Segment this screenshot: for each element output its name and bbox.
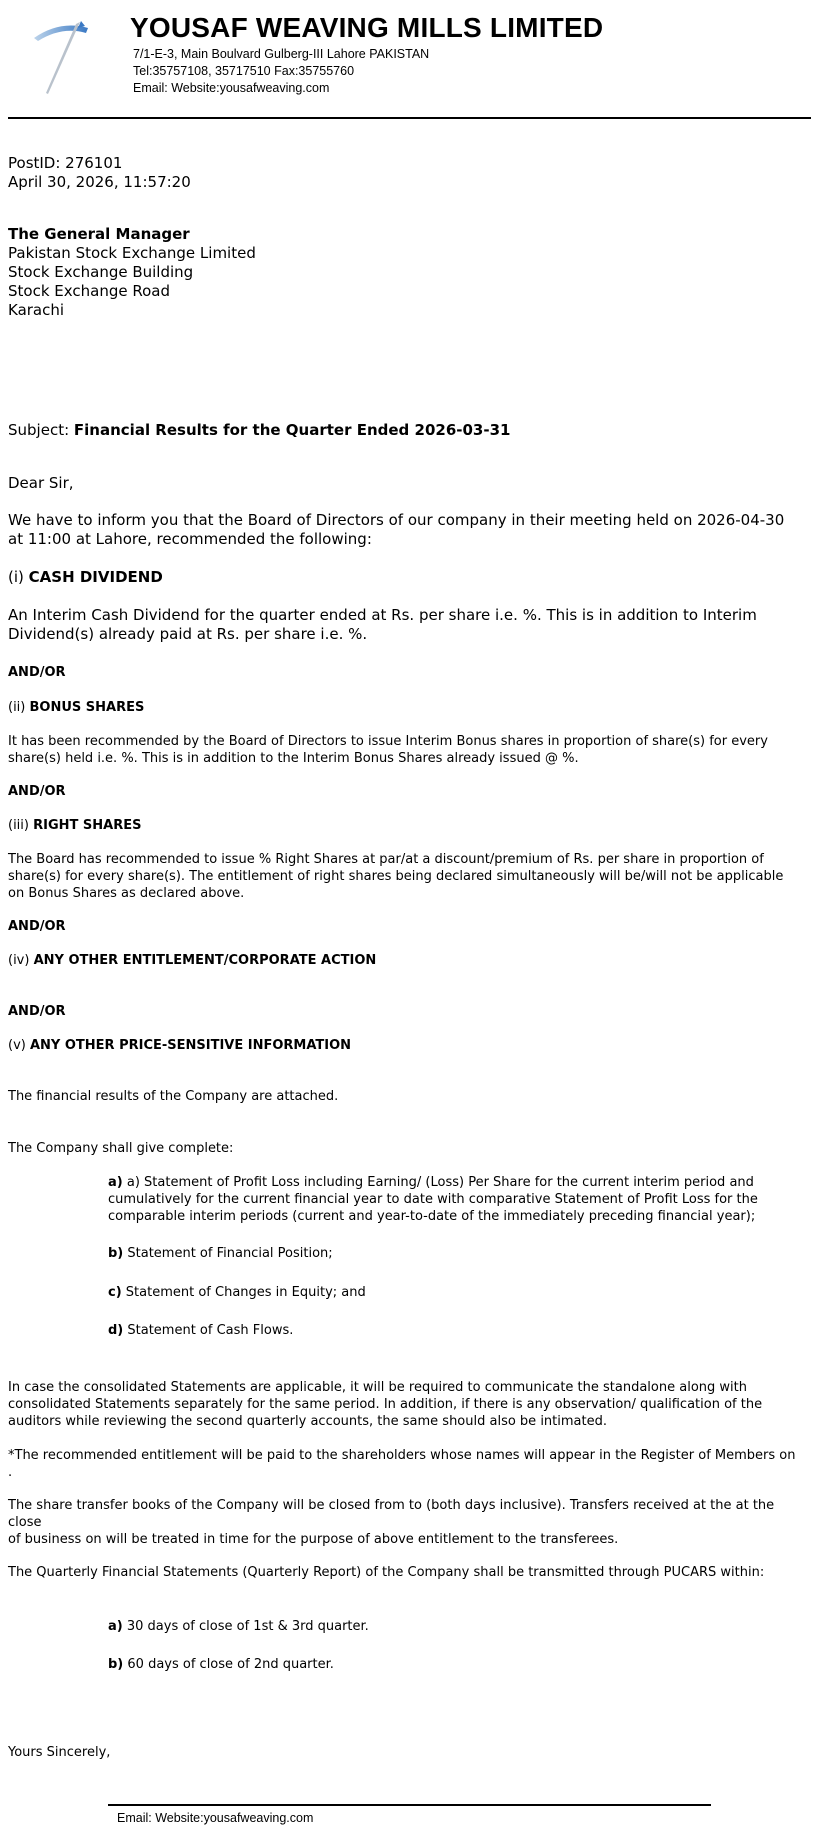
consolidated-paragraph: In case the consolidated Statements are applicable, it will be required to communicate the standalone along with consolidated Statements separately for the same period. In addition, if there is any observation/ qualification of the auditors while reviewing the second quarterly accounts, the same should also be intimated. <box>8 1380 763 1429</box>
intro-paragraph: We have to inform you that the Board of Directors of our company in their meeting held on 2026-04-30 at 11:00 at Lahore, recommended the following: <box>8 511 785 548</box>
quarterly-paragraph: The Quarterly Financial Statements (Quarterly Report) of the Company shall be transmitted through PUCARS within: <box>8 1565 765 1580</box>
and-or-label: AND/OR <box>8 665 66 680</box>
recipient-line: Karachi <box>8 301 65 319</box>
subject-text: Financial Results for the Quarter Ended 2026-03-31 <box>73 421 511 439</box>
and-or-label: AND/OR <box>8 784 66 799</box>
header-divider <box>8 117 811 119</box>
deadline-item: a) 30 days of close of 1st & 3rd quarter. <box>108 1619 369 1634</box>
cash-dividend-heading: (i) CASH DIVIDEND <box>8 568 163 586</box>
price-sensitive-heading: (v) ANY OTHER PRICE-SENSITIVE INFORMATION <box>8 1038 352 1053</box>
recipient-line: Stock Exchange Road <box>8 282 170 300</box>
footer-email: Email: Website:yousafweaving.com <box>117 1811 314 1825</box>
results-attached: The financial results of the Company are attached. <box>8 1089 339 1104</box>
and-or-label: AND/OR <box>8 919 66 934</box>
cash-dividend-text: An Interim Cash Dividend for the quarter ended at Rs. per share i.e. %. This is in addition to Interim Dividend(s) already paid at Rs. per share i.e. %. <box>8 606 757 643</box>
statement-item: a) a) Statement of Profit Loss including Earning/ (Loss) Per Share for the current interim period and cumulatively for the current financial year to date with comparative Statement of Profit Loss for the comparable interim periods (current and year-to-date of the immediately preceding financial year); <box>108 1175 758 1224</box>
deadline-item: b) 60 days of close of 2nd quarter. <box>108 1657 334 1672</box>
subject-label: Subject: <box>8 421 70 439</box>
other-entitlement-heading: (iv) ANY OTHER ENTITLEMENT/CORPORATE ACTION <box>8 953 377 968</box>
post-id: PostID: 276101 <box>8 154 123 172</box>
recipient-line: Stock Exchange Building <box>8 263 194 281</box>
recipient-title: The General Manager <box>8 225 190 243</box>
compass-needle-logo-icon <box>28 18 96 98</box>
subject <box>8 421 510 440</box>
entitlement-note: *The recommended entitlement will be paid to the shareholders whose names will appear in the Register of Members on . <box>8 1448 796 1480</box>
statement-item: d) Statement of Cash Flows. <box>108 1323 294 1338</box>
closing: Yours Sincerely, <box>8 1745 111 1760</box>
right-shares-text: The Board has recommended to issue % Right Shares at par/at a discount/premium of Rs. per share in proportion of share(s) for every share(s). The entitlement of right shares being declared simultaneously will be/will not be applicable on Bonus Shares as declared above. <box>8 852 784 901</box>
bonus-shares-text: It has been recommended by the Board of Directors to issue Interim Bonus shares in proportion of share(s) for every share(s) held i.e. %. This is in addition to the Interim Bonus Shares already issued @ %. <box>8 734 768 766</box>
company-name: YOUSAF WEAVING MILLS LIMITED <box>130 12 604 43</box>
bonus-shares-heading: (ii) BONUS SHARES <box>8 700 145 715</box>
recipient-line: Pakistan Stock Exchange Limited <box>8 244 256 262</box>
statement-item: c) Statement of Changes in Equity; and <box>108 1285 366 1300</box>
transfer-books-paragraph: The share transfer books of the Company will be closed from to (both days inclusive). Transfers received at the at the close of business on will be treated in time for the purpose of above entitlement to the transferees. <box>8 1498 775 1547</box>
post-datetime: April 30, 2026, 11:57:20 <box>8 173 191 191</box>
give-complete: The Company shall give complete: <box>8 1141 234 1156</box>
greeting: Dear Sir, <box>8 474 74 492</box>
and-or-label: AND/OR <box>8 1004 66 1019</box>
company-address: 7/1-E-3, Main Boulvard Gulberg-III Lahore PAKISTAN <box>133 47 430 61</box>
statement-item: b) Statement of Financial Position; <box>108 1246 333 1261</box>
footer-divider <box>108 1804 711 1806</box>
company-phones: Tel:35757108, 35717510 Fax:35755760 <box>133 64 355 78</box>
company-email: Email: Website:yousafweaving.com <box>133 81 330 95</box>
right-shares-heading: (iii) RIGHT SHARES <box>8 818 142 833</box>
